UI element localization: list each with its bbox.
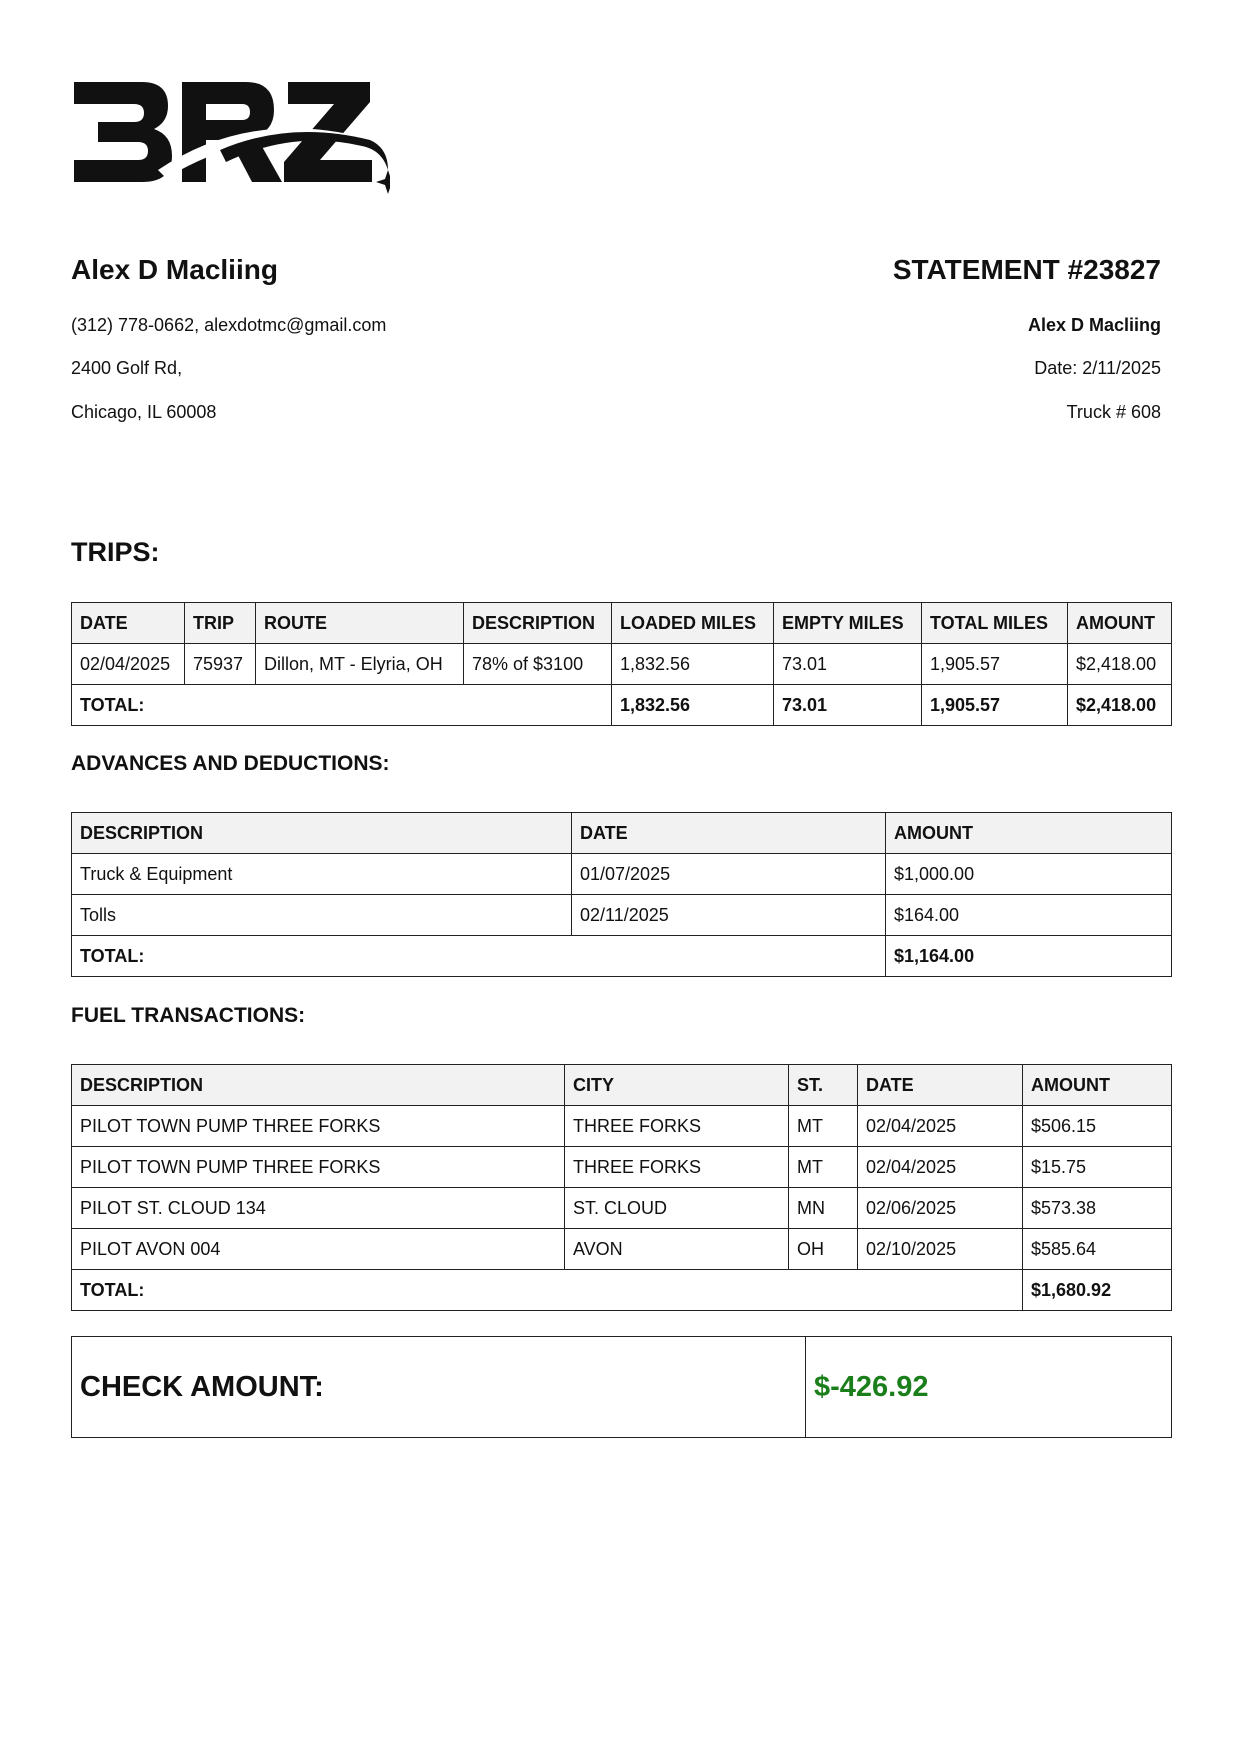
fuel-title: FUEL TRANSACTIONS: [71,1004,306,1027]
trips-total-loaded: 1,832.56 [612,685,774,726]
check-amount-label: CHECK AMOUNT: [72,1337,806,1438]
trip-total-miles: 1,905.57 [922,644,1068,685]
check-amount-box [71,1336,1172,1438]
advance-description: Tolls [72,895,572,936]
fuel-col-city: CITY [565,1065,789,1106]
driver-address-line2: Chicago, IL 60008 [71,402,217,422]
fuel-state: MT [789,1106,858,1147]
trips-col-amount: AMOUNT [1068,603,1172,644]
fuel-date: 02/04/2025 [858,1147,1023,1188]
fuel-city: THREE FORKS [565,1106,789,1147]
advances-title: ADVANCES AND DEDUCTIONS: [71,752,390,775]
trip-description: 78% of $3100 [464,644,612,685]
fuel-amount: $585.64 [1023,1229,1172,1270]
fuel-amount: $506.15 [1023,1106,1172,1147]
driver-address-line1: 2400 Golf Rd, [71,358,183,378]
trips-col-loaded-miles: LOADED MILES [612,603,774,644]
fuel-description: PILOT AVON 004 [72,1229,565,1270]
fuel-col-amount: AMOUNT [1023,1065,1172,1106]
fuel-total-row [72,1270,1172,1311]
advances-total-row [72,936,1172,977]
fuel-description: PILOT TOWN PUMP THREE FORKS [72,1106,565,1147]
fuel-header-row [72,1065,1172,1106]
table-row [72,1147,1172,1188]
trip-route: Dillon, MT - Elyria, OH [256,644,464,685]
fuel-date: 02/10/2025 [858,1229,1023,1270]
table-row [72,1188,1172,1229]
trips-total-row [72,685,1172,726]
truck-number: Truck # 608 [1066,402,1161,422]
advances-header-row [72,813,1172,854]
advances-total-amount: $1,164.00 [886,936,1172,977]
trips-col-empty-miles: EMPTY MILES [774,603,922,644]
fuel-col-date: DATE [858,1065,1023,1106]
advances-col-amount: AMOUNT [886,813,1172,854]
advances-col-date: DATE [572,813,886,854]
fuel-city: ST. CLOUD [565,1188,789,1229]
trip-date: 02/04/2025 [72,644,185,685]
statement-title: STATEMENT #23827 [892,254,1161,285]
advances-table [71,812,1172,977]
table-row [72,1106,1172,1147]
fuel-total-label: TOTAL: [72,1270,1023,1311]
fuel-city: AVON [565,1229,789,1270]
trips-total-label: TOTAL: [72,685,612,726]
check-amount-value: $-426.92 [806,1337,1172,1438]
fuel-date: 02/04/2025 [858,1106,1023,1147]
table-row [72,895,1172,936]
statement-date: Date: 2/11/2025 [1034,358,1161,378]
trips-header-row [72,603,1172,644]
fuel-description: PILOT TOWN PUMP THREE FORKS [72,1147,565,1188]
advances-total-label: TOTAL: [72,936,886,977]
fuel-amount: $15.75 [1023,1147,1172,1188]
fuel-col-state: ST. [789,1065,858,1106]
driver-contact: (312) 778-0662, alexdotmc@gmail.com [71,315,387,335]
fuel-state: MT [789,1147,858,1188]
brz-logo [70,78,390,196]
trips-col-total-miles: TOTAL MILES [922,603,1068,644]
table-row [72,854,1172,895]
table-row [72,1229,1172,1270]
fuel-amount: $573.38 [1023,1188,1172,1229]
advance-amount: $1,000.00 [886,854,1172,895]
trips-total-amount: $2,418.00 [1068,685,1172,726]
fuel-col-description: DESCRIPTION [72,1065,565,1106]
trips-table [71,602,1172,726]
advance-amount: $164.00 [886,895,1172,936]
trip-amount: $2,418.00 [1068,644,1172,685]
fuel-state: MN [789,1188,858,1229]
trip-number: 75937 [185,644,256,685]
fuel-state: OH [789,1229,858,1270]
statement-driver-name: Alex D Macliing [1027,315,1161,335]
advance-date: 01/07/2025 [572,854,886,895]
trip-empty-miles: 73.01 [774,644,922,685]
trips-col-trip: TRIP [185,603,256,644]
advances-col-description: DESCRIPTION [72,813,572,854]
advance-date: 02/11/2025 [572,895,886,936]
fuel-city: THREE FORKS [565,1147,789,1188]
trips-total-miles: 1,905.57 [922,685,1068,726]
trips-total-empty: 73.01 [774,685,922,726]
fuel-date: 02/06/2025 [858,1188,1023,1229]
trip-loaded-miles: 1,832.56 [612,644,774,685]
table-row [72,644,1172,685]
fuel-description: PILOT ST. CLOUD 134 [72,1188,565,1229]
trips-col-date: DATE [72,603,185,644]
fuel-total-amount: $1,680.92 [1023,1270,1172,1311]
trips-col-route: ROUTE [256,603,464,644]
driver-name: Alex D Macliing [71,254,278,285]
trips-col-description: DESCRIPTION [464,603,612,644]
advance-description: Truck & Equipment [72,854,572,895]
trips-title: TRIPS: [71,537,160,567]
fuel-table [71,1064,1172,1311]
